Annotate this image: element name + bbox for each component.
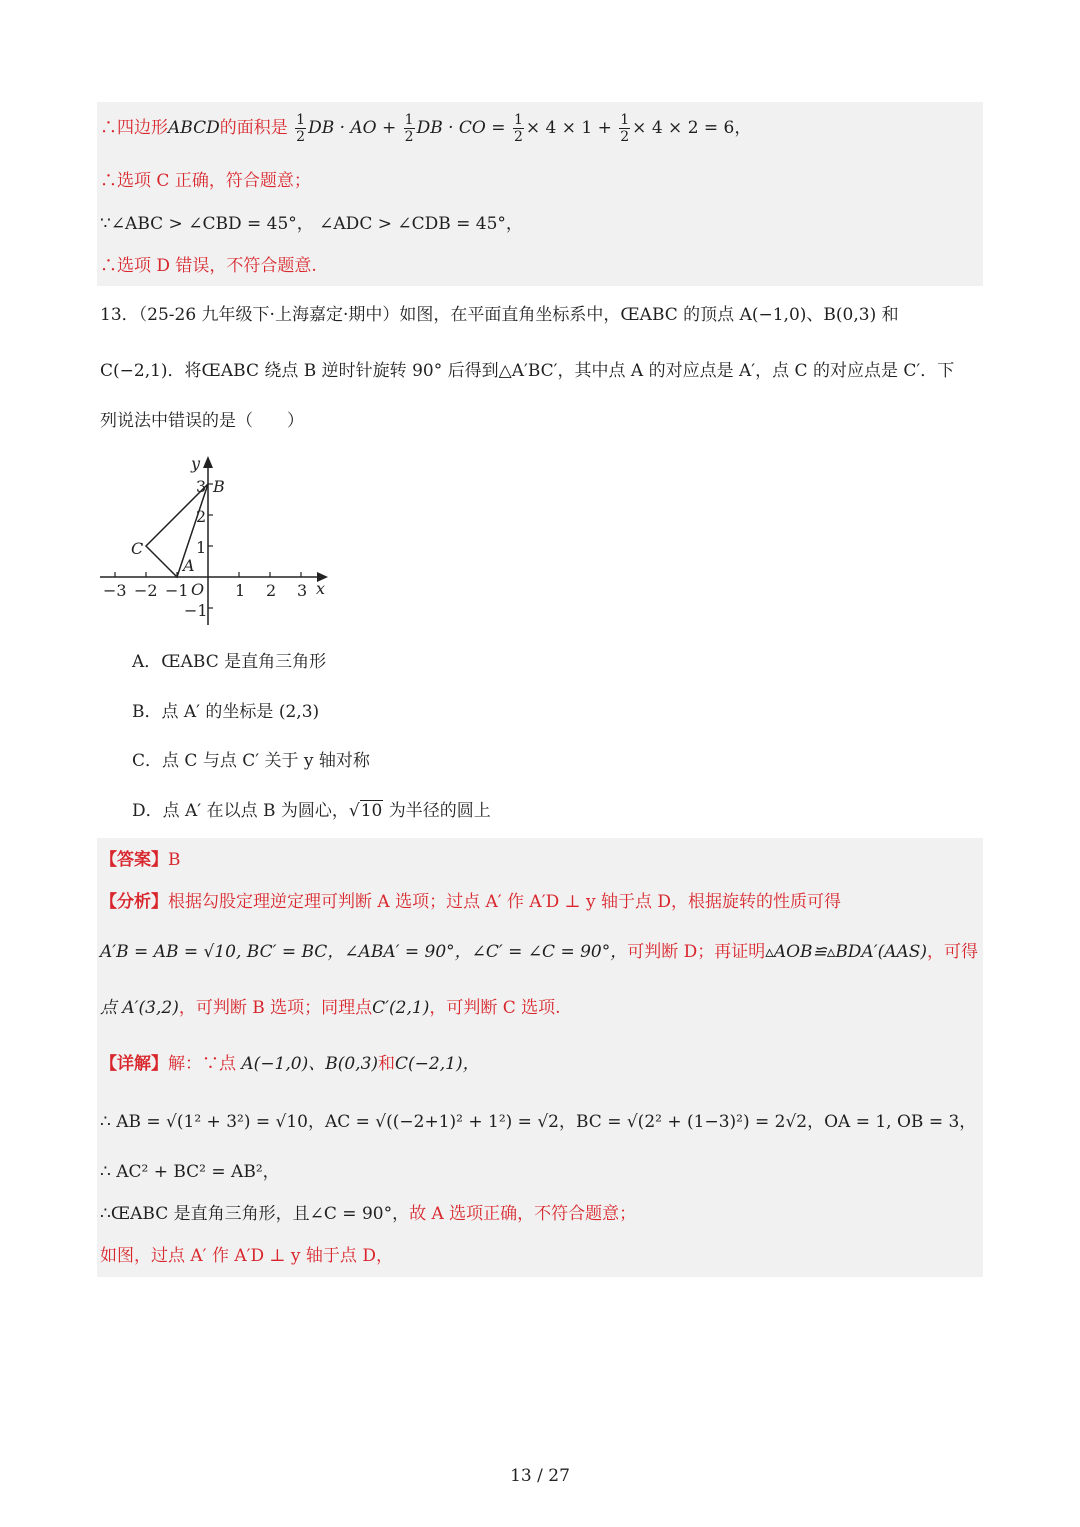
analysis-tag: 【分析】 [100, 892, 168, 912]
triangle-abc [146, 484, 208, 577]
area-line [100, 112, 751, 145]
detail-line-2: ∴ AB = √(1² + 3²) = √10，AC = √((−2+1)² + 1²) = √2，BC = √(2² + (1−3)²) = 2√2，OA = 1, OB = 3， [100, 1112, 977, 1132]
detail-line-4 [100, 1202, 636, 1226]
option-b: B．点 A′ 的坐标是 (2,3) [132, 702, 320, 722]
coordinate-graph [98, 450, 338, 630]
x-axis-label: x [316, 579, 326, 598]
x-tick-label: 2 [266, 581, 277, 600]
y-axis-label: y [191, 454, 201, 473]
answer-tag: 【答案】 [100, 850, 168, 870]
text: ABCD [168, 118, 220, 138]
text: 为半径的圆上 [388, 801, 491, 821]
y-tick-label: 3 [196, 477, 207, 496]
point-a-label: A [183, 556, 195, 575]
option-a: A．ŒABC 是直角三角形 [132, 652, 327, 672]
fraction: $\frac{1}{2}$ [296, 112, 306, 145]
answer-value: B [168, 850, 181, 870]
text: ∴ŒABC 是直角三角形，且∠C = 90°， [100, 1204, 410, 1224]
text: C′(2,1) [372, 998, 430, 1018]
analysis-line-3 [100, 996, 561, 1020]
point-b-label: B [213, 477, 225, 496]
text: ，可得 [927, 942, 979, 962]
y-axis-arrow [203, 456, 213, 468]
option-d-conclusion: ∴选项 D 错误，不符合题意. [100, 256, 317, 276]
text: 可判断 D；再证明 [627, 942, 766, 962]
analysis-line-2 [100, 940, 978, 964]
text: A(−1,0)、B(0,3) [241, 1054, 379, 1074]
page-number: 13 / 27 [510, 1466, 570, 1486]
text: ，可判断 B 选项；同理点 [178, 998, 373, 1018]
origin-label: O [191, 580, 205, 599]
fraction: $\frac{1}{2}$ [404, 112, 414, 145]
answer-line [100, 848, 181, 872]
fraction: $\frac{1}{2}$ [513, 112, 523, 145]
x-tick-label: −2 [134, 581, 158, 600]
question-line-2: C(−2,1)．将ŒABC 绕点 B 逆时针旋转 90° 后得到△A′BC′，其中点 A 的对应点是 A′，点 C 的对应点是 C′．下 [100, 361, 955, 381]
x-tick-label: 1 [235, 581, 246, 600]
point-c-label: C [131, 539, 144, 558]
text: × 4 × 2 = 6， [632, 118, 752, 138]
text: 的面积是 [219, 118, 288, 138]
text: 根据勾股定理逆定理可判断 A 选项；过点 A′ 作 A′D ⊥ y 轴于点 D，根据旋转的性质可得 [168, 892, 842, 912]
detail-line-3: ∴ AC² + BC² = AB²， [100, 1162, 280, 1182]
question-line-1: 13．（25-26 九年级下·上海嘉定·期中）如图，在平面直角坐标系中，ŒABC 的顶点 A(−1,0)、B(0,3) 和 [100, 305, 899, 325]
detail-tag: 【详解】 [100, 1054, 168, 1074]
y-tick-label: 2 [196, 507, 207, 526]
question-line-3: 列说法中错误的是（ ） [100, 411, 304, 431]
sqrt-value: 10 [360, 801, 383, 821]
analysis-line-1 [100, 890, 841, 914]
fraction: $\frac{1}{2}$ [620, 112, 630, 145]
text: ∴四边形 [100, 118, 168, 138]
y-tick-label: 1 [196, 538, 207, 557]
option-c: C．点 C 与点 C′ 关于 y 轴对称 [132, 751, 370, 771]
detail-line-5: 如图，过点 A′ 作 A′D ⊥ y 轴于点 D， [100, 1246, 393, 1266]
text: 故 A 选项正确，不符合题意； [409, 1204, 637, 1224]
text: × 4 × 1 + [525, 118, 612, 138]
text: 点 A′(3,2) [100, 998, 179, 1018]
x-tick-label: 3 [297, 581, 308, 600]
option-c-conclusion: ∴选项 C 正确，符合题意； [100, 171, 311, 191]
angle-inequality-line: ∵∠ABC > ∠CBD = 45°， ∠ADC > ∠CDB = 45°， [100, 214, 523, 234]
detail-line-1 [100, 1052, 480, 1076]
text: DB · AO + [308, 118, 397, 138]
text: ，可判断 C 选项. [429, 998, 561, 1018]
text: C(−2,1)， [395, 1054, 480, 1074]
text: 和 [378, 1054, 396, 1074]
option-d: D．点 A′ 在以点 B 为圆心，√10 为半径的圆上 [132, 801, 491, 821]
text: DB · CO = [416, 118, 506, 138]
x-tick-label: −1 [165, 581, 189, 600]
text: D．点 A′ 在以点 B 为圆心， [132, 801, 349, 821]
text: ▵AOB≌▵BDA′(AAS) [765, 942, 928, 962]
text: 解：∵点 [168, 1054, 236, 1074]
x-tick-label: −3 [103, 581, 127, 600]
text: A′B = AB = √10, BC′ = BC，∠ABA′ = 90°，∠C′ = ∠C = 90°， [100, 942, 628, 962]
y-tick-label: −1 [184, 601, 208, 620]
